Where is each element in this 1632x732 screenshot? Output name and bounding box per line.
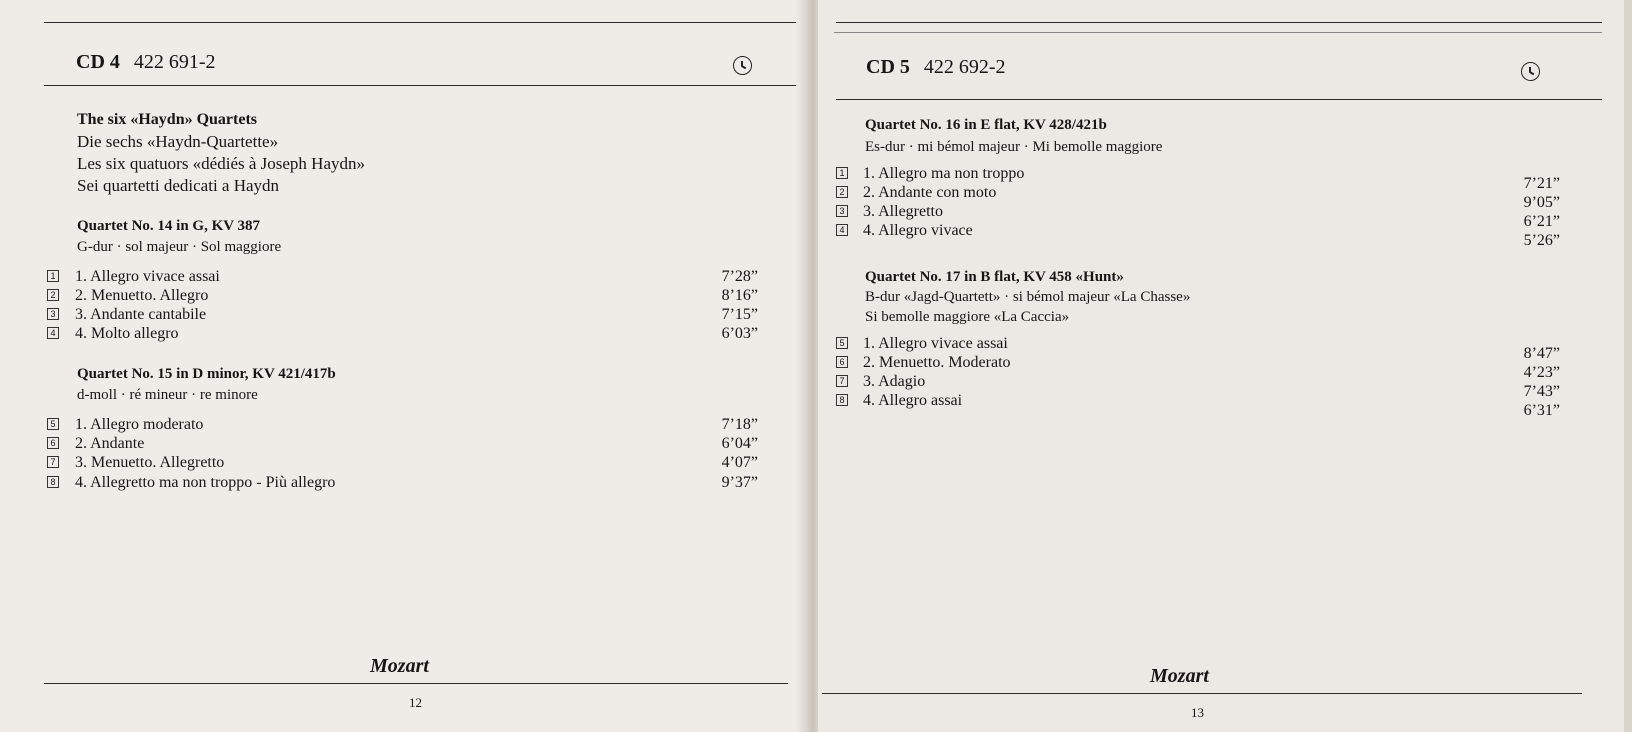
work-title: Quartet No. 16 in E flat, KV 428/421b xyxy=(865,117,1107,133)
track-duration: 8’16” xyxy=(721,287,758,304)
track-duration: 8’47” xyxy=(1523,345,1560,362)
track-row xyxy=(818,372,1624,400)
track-row xyxy=(818,334,1624,362)
track-title: 3. Adagio xyxy=(863,373,926,390)
track-number-box: 8 xyxy=(47,476,59,488)
catalog-number: 422 692-2 xyxy=(923,56,1006,78)
work-title: Quartet No. 17 in B flat, KV 458 «Hunt» xyxy=(865,269,1124,285)
track-title: 3. Andante cantabile xyxy=(75,306,207,323)
track-title: 4. Allegro vivace xyxy=(863,222,973,239)
set-title-alt: Les six quatuors «dédiés à Joseph Haydn» xyxy=(77,154,366,173)
track-number-box: 6 xyxy=(47,437,59,449)
footer-rule xyxy=(44,683,788,684)
track-title: 2. Menuetto. Moderato xyxy=(863,354,1011,371)
track-title: 1. Allegro vivace assai xyxy=(75,268,220,285)
track-title: 2. Menuetto. Allegro xyxy=(75,287,209,304)
track-row xyxy=(818,164,1624,192)
top-rule-shadow xyxy=(834,32,1602,33)
track-row xyxy=(818,391,1624,419)
work-keys: B-dur «Jagd-Quartett» · si bémol majeur «La Chasse» xyxy=(865,289,1191,305)
track-row xyxy=(0,286,808,305)
top-rule xyxy=(44,22,796,23)
track-duration: 4’23” xyxy=(1523,364,1560,381)
track-number-box: 7 xyxy=(836,375,848,387)
work-keys: Si bemolle maggiore «La Caccia» xyxy=(865,309,1070,325)
track-duration: 6’31” xyxy=(1523,402,1560,419)
top-rule xyxy=(836,22,1602,23)
set-title-alt: Die sechs «Haydn-Quartette» xyxy=(77,132,279,151)
track-number-box: 6 xyxy=(836,356,848,368)
track-row xyxy=(0,415,808,434)
work-keys: Es-dur · mi bémol majeur · Mi bemolle maggiore xyxy=(865,139,1163,155)
set-title: The six «Haydn» Quartets xyxy=(77,111,258,128)
clock-icon xyxy=(733,56,752,75)
track-number-box: 2 xyxy=(836,186,848,198)
clock-icon xyxy=(1521,62,1540,81)
track-duration: 5’26” xyxy=(1523,232,1560,249)
track-row xyxy=(0,267,808,286)
track-number-box: 4 xyxy=(836,224,848,236)
track-number-box: 1 xyxy=(836,167,848,179)
track-row xyxy=(0,324,808,343)
track-duration: 7’18” xyxy=(721,416,758,433)
header-rule xyxy=(836,99,1602,100)
catalog-number: 422 691-2 xyxy=(133,51,216,73)
track-row xyxy=(818,183,1624,211)
track-number-box: 4 xyxy=(47,327,59,339)
track-title: 4. Allegretto ma non troppo - Più allegro xyxy=(75,474,336,491)
track-duration: 7’21” xyxy=(1523,175,1560,192)
mozart-signature: Mozart xyxy=(1150,665,1209,687)
track-number-box: 8 xyxy=(836,394,848,406)
track-row xyxy=(818,353,1624,381)
track-title: 1. Allegro vivace assai xyxy=(863,335,1008,352)
page-number: 13 xyxy=(1191,705,1204,720)
track-number-box: 1 xyxy=(47,270,59,282)
track-title: 1. Allegro moderato xyxy=(75,416,204,433)
track-duration: 7’28” xyxy=(721,268,758,285)
track-number-box: 5 xyxy=(836,337,848,349)
work-title: Quartet No. 15 in D minor, KV 421/417b xyxy=(77,366,336,382)
track-duration: 9’37” xyxy=(721,474,758,491)
track-duration: 7’15” xyxy=(721,306,758,323)
cd-header xyxy=(866,56,1006,79)
track-row xyxy=(818,221,1624,249)
track-number-box: 3 xyxy=(836,205,848,217)
track-number-box: 3 xyxy=(47,308,59,320)
track-duration: 6’04” xyxy=(721,435,758,452)
track-title: 1. Allegro ma non troppo xyxy=(863,165,1025,182)
track-duration: 6’21” xyxy=(1523,213,1560,230)
work-keys: G-dur · sol majeur · Sol maggiore xyxy=(77,239,282,255)
track-duration: 6’03” xyxy=(721,325,758,342)
set-title-alt: Sei quartetti dedicati a Haydn xyxy=(77,176,280,195)
work-title: Quartet No. 14 in G, KV 387 xyxy=(77,218,261,234)
track-duration: 7’43” xyxy=(1523,383,1560,400)
cd-header xyxy=(76,51,216,74)
track-number-box: 7 xyxy=(47,456,59,468)
track-title: 3. Menuetto. Allegretto xyxy=(75,454,225,471)
work-keys: d-moll · ré mineur · re minore xyxy=(77,387,258,403)
track-title: 2. Andante con moto xyxy=(863,184,997,201)
cd-label: CD 5 xyxy=(866,56,910,78)
track-row xyxy=(0,453,808,472)
track-title: 2. Andante xyxy=(75,435,145,452)
track-row xyxy=(0,305,808,324)
track-number-box: 2 xyxy=(47,289,59,301)
track-number-box: 5 xyxy=(47,418,59,430)
footer-rule xyxy=(822,693,1582,694)
left-page xyxy=(0,0,808,732)
track-row xyxy=(0,473,808,492)
track-title: 4. Molto allegro xyxy=(75,325,179,342)
header-rule xyxy=(44,85,796,86)
track-duration: 9’05” xyxy=(1523,194,1560,211)
cd-label: CD 4 xyxy=(76,51,120,73)
track-title: 4. Allegro assai xyxy=(863,392,963,409)
mozart-signature: Mozart xyxy=(370,655,429,677)
track-row xyxy=(818,202,1624,230)
track-title: 3. Allegretto xyxy=(863,203,943,220)
right-page xyxy=(818,0,1624,732)
track-row xyxy=(0,434,808,453)
page-number: 12 xyxy=(409,695,422,710)
track-duration: 4’07” xyxy=(721,454,758,471)
